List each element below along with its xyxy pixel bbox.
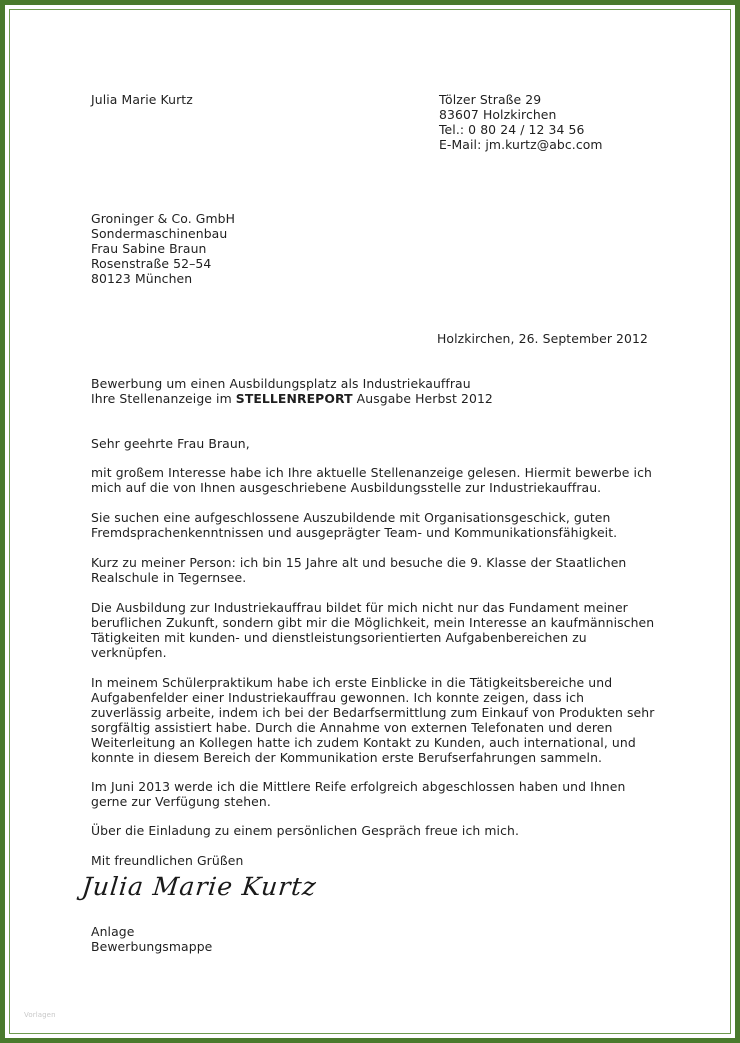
paragraph-requirements (91, 510, 651, 540)
sender-email[interactable]: E-Mail: jm.kurtz@abc.com (439, 137, 603, 152)
paragraph-line: Weiterleitung an Kollegen hatte ich zudem Kontakt zu Kunden, auch international, und (91, 735, 636, 750)
paragraph-about-me (91, 555, 651, 585)
paragraph-line: Sie suchen eine aufgeschlossene Auszubildende mit Organisationsgeschick, guten (91, 510, 611, 525)
recipient-city: 80123 München (91, 271, 193, 286)
paragraph-invitation (91, 823, 651, 838)
paragraph-line: Kurz zu meiner Person: ich bin 15 Jahre alt und besuche die 9. Klasse der Staatlichen (91, 555, 627, 570)
paragraph-line: Die Ausbildung zur Industriekauffrau bildet für mich nicht nur das Fundament meiner (91, 600, 628, 615)
recipient-department: Sondermaschinenbau (91, 226, 228, 241)
watermark: Vorlagen (24, 1011, 56, 1019)
paragraph-internship (91, 675, 655, 765)
recipient-company: Groninger & Co. GmbH (91, 211, 236, 226)
recipient-street: Rosenstraße 52–54 (91, 256, 212, 271)
paragraph-interest (91, 465, 651, 495)
paragraph-line: verknüpfen. (91, 645, 167, 660)
recipient-person: Frau Sabine Braun (91, 241, 207, 256)
paragraph-line: Aufgabenfelder einer Industriekauffrau gewonnen. Ich konnte zeigen, dass ich (91, 690, 585, 705)
date-line: Holzkirchen, 26. September 2012 (436, 331, 648, 346)
paragraph-line: konnte in diesem Bereich der Kommunikation erste Berufserfahrungen sammeln. (91, 750, 603, 765)
enclosure-item: Bewerbungsmappe (91, 939, 213, 954)
subject-publication: STELLENREPORT (235, 391, 353, 406)
paragraph-line: Im Juni 2013 werde ich die Mittlere Reife erfolgreich abgeschlossen haben und Ihnen (91, 779, 626, 794)
salutation: Sehr geehrte Frau Braun, (91, 436, 250, 451)
enclosure-label: Anlage (91, 924, 135, 939)
sender-phone: Tel.: 0 80 24 / 12 34 56 (439, 122, 585, 137)
subject-line-2-suffix: Ausgabe Herbst 2012 (352, 391, 493, 406)
subject (91, 376, 493, 406)
paragraph-line: gerne zur Verfügung stehen. (91, 794, 271, 809)
sender-name: Julia Marie Kurtz (91, 92, 193, 107)
paragraph-line: Tätigkeiten mit kunden- und dienstleistungsorientierten Aufgabenbereichen zu (91, 630, 587, 645)
subject-line-2 (91, 391, 493, 406)
paragraph-line: mich auf die von Ihnen ausgeschriebene Ausbildungsstelle zur Industriekauffrau. (91, 480, 602, 495)
handwritten-signature: Julia Marie Kurtz (80, 872, 319, 901)
paragraph-motivation (91, 600, 655, 660)
paragraph-line: mit großem Interesse habe ich Ihre aktuelle Stellenanzeige gelesen. Hiermit bewerbe ich (91, 465, 652, 480)
sender-city: 83607 Holzkirchen (439, 107, 557, 122)
paragraph-line: Über die Einladung zu einem persönlichen Gespräch freue ich mich. (91, 823, 519, 838)
sender-street: Tölzer Straße 29 (439, 92, 542, 107)
paragraph-line: In meinem Schülerpraktikum habe ich erste Einblicke in die Tätigkeitsbereiche und (91, 675, 613, 690)
closing: Mit freundlichen Grüßen (91, 853, 244, 868)
paragraph-availability (91, 779, 651, 809)
enclosure (91, 924, 212, 954)
paragraph-line: Fremdsprachenkenntnissen und ausgeprägter Team- und Kommunikationsfähigkeit. (91, 525, 618, 540)
paragraph-line: sorgfältig assistiert habe. Durch die Annahme von externen Telefonaten und deren (91, 720, 613, 735)
recipient-address (91, 211, 235, 286)
subject-line-2-prefix: Ihre Stellenanzeige im (91, 391, 236, 406)
sender-address (439, 92, 603, 152)
subject-line-1: Bewerbung um einen Ausbildungsplatz als Industriekauffrau (91, 376, 471, 391)
paragraph-line: beruflichen Zukunft, sondern gibt mir die Möglichkeit, mein Interesse an kaufmännischen (91, 615, 655, 630)
paragraph-line: Realschule in Tegernsee. (91, 570, 247, 585)
paragraph-line: zuverlässig arbeite, indem ich bei der Bedarfsermittlung zum Einkauf von Produkten sehr (91, 705, 655, 720)
